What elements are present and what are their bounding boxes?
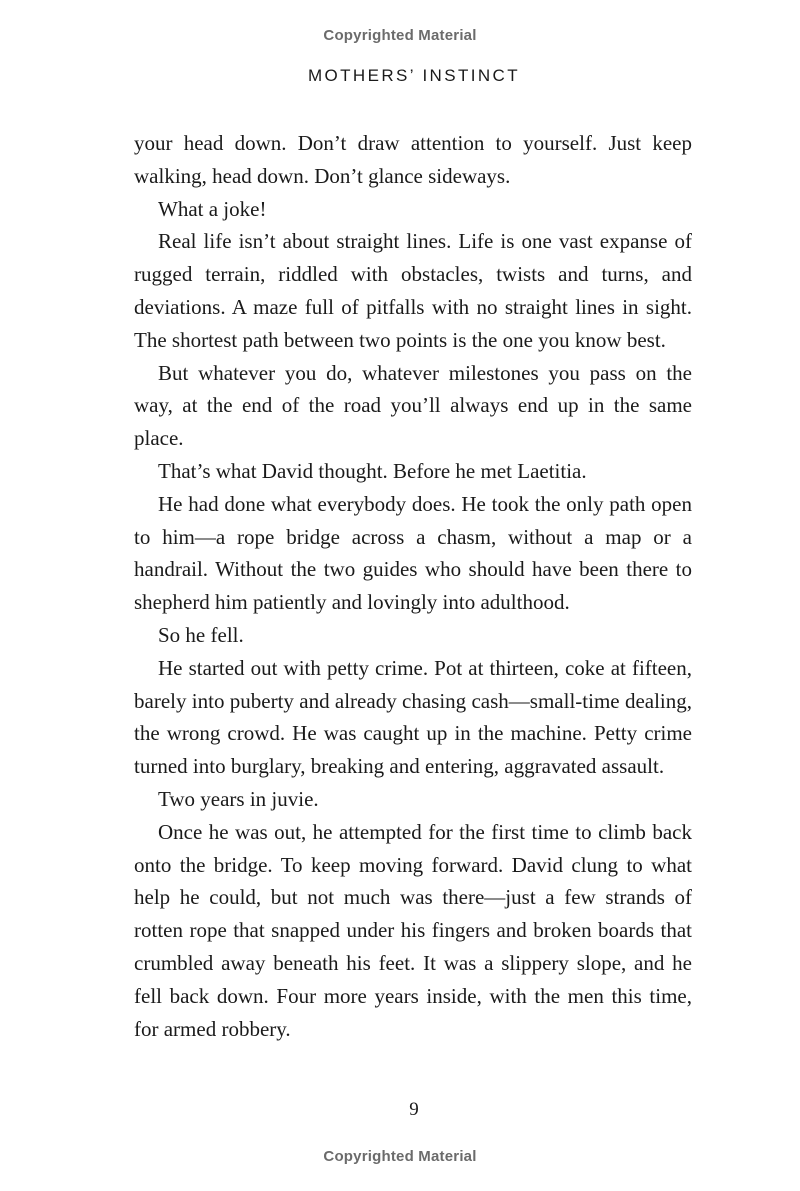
paragraph: Once he was out, he attempted for the first time to climb back onto the bridge. To keep moving forward. David clung to what help he could, but not much was there—just a few strands of rotten rope that snapped under his fingers and broken boards that crumbled away beneath his feet. It was a slippery slope, and he fell back down. Four more years inside, with the men this time, for armed robbery. [134,819,692,1041]
paragraph: He started out with petty crime. Pot at thirteen, coke at fifteen, barely into puberty and already chasing cash—small-time dealing, the wrong crowd. He was caught up in the machine. Petty crime turned into burglary, breaking and entering, aggravated assault. [134,655,692,779]
copyright-watermark-top: Copyrighted Material [323,27,477,44]
paragraph: That’s what David thought. Before he met Laetitia. [158,458,587,483]
page-number: 9 [409,1099,419,1120]
paragraph: But whatever you do, whatever milestones you pass on the way, at the end of the road you’ll always end up in the same place. [134,360,692,451]
paragraph: Two years in juvie. [158,786,319,811]
paragraph: What a joke! [158,196,267,221]
paragraph: So he fell. [158,622,244,647]
paragraph: your head down. Don’t draw attention to yourself. Just keep walking, head down. Don’t glance sideways. [134,131,692,188]
paragraph: He had done what everybody does. He took the only path open to him—a rope bridge across a chasm, without a map or a handrail. Without the two guides who should have been there to shepherd him patiently and lovingly into adulthood. [134,491,692,615]
paragraph: Real life isn’t about straight lines. Life is one vast expanse of rugged terrain, riddled with obstacles, twists and turns, and deviations. A maze full of pitfalls with no straight lines in sight. The shortest path between two points is the one you know best. [134,229,692,352]
running-head: MOTHERS’ INSTINCT [307,66,521,85]
copyright-watermark-bottom: Copyrighted Material [323,1148,477,1165]
body-text [134,127,692,1045]
